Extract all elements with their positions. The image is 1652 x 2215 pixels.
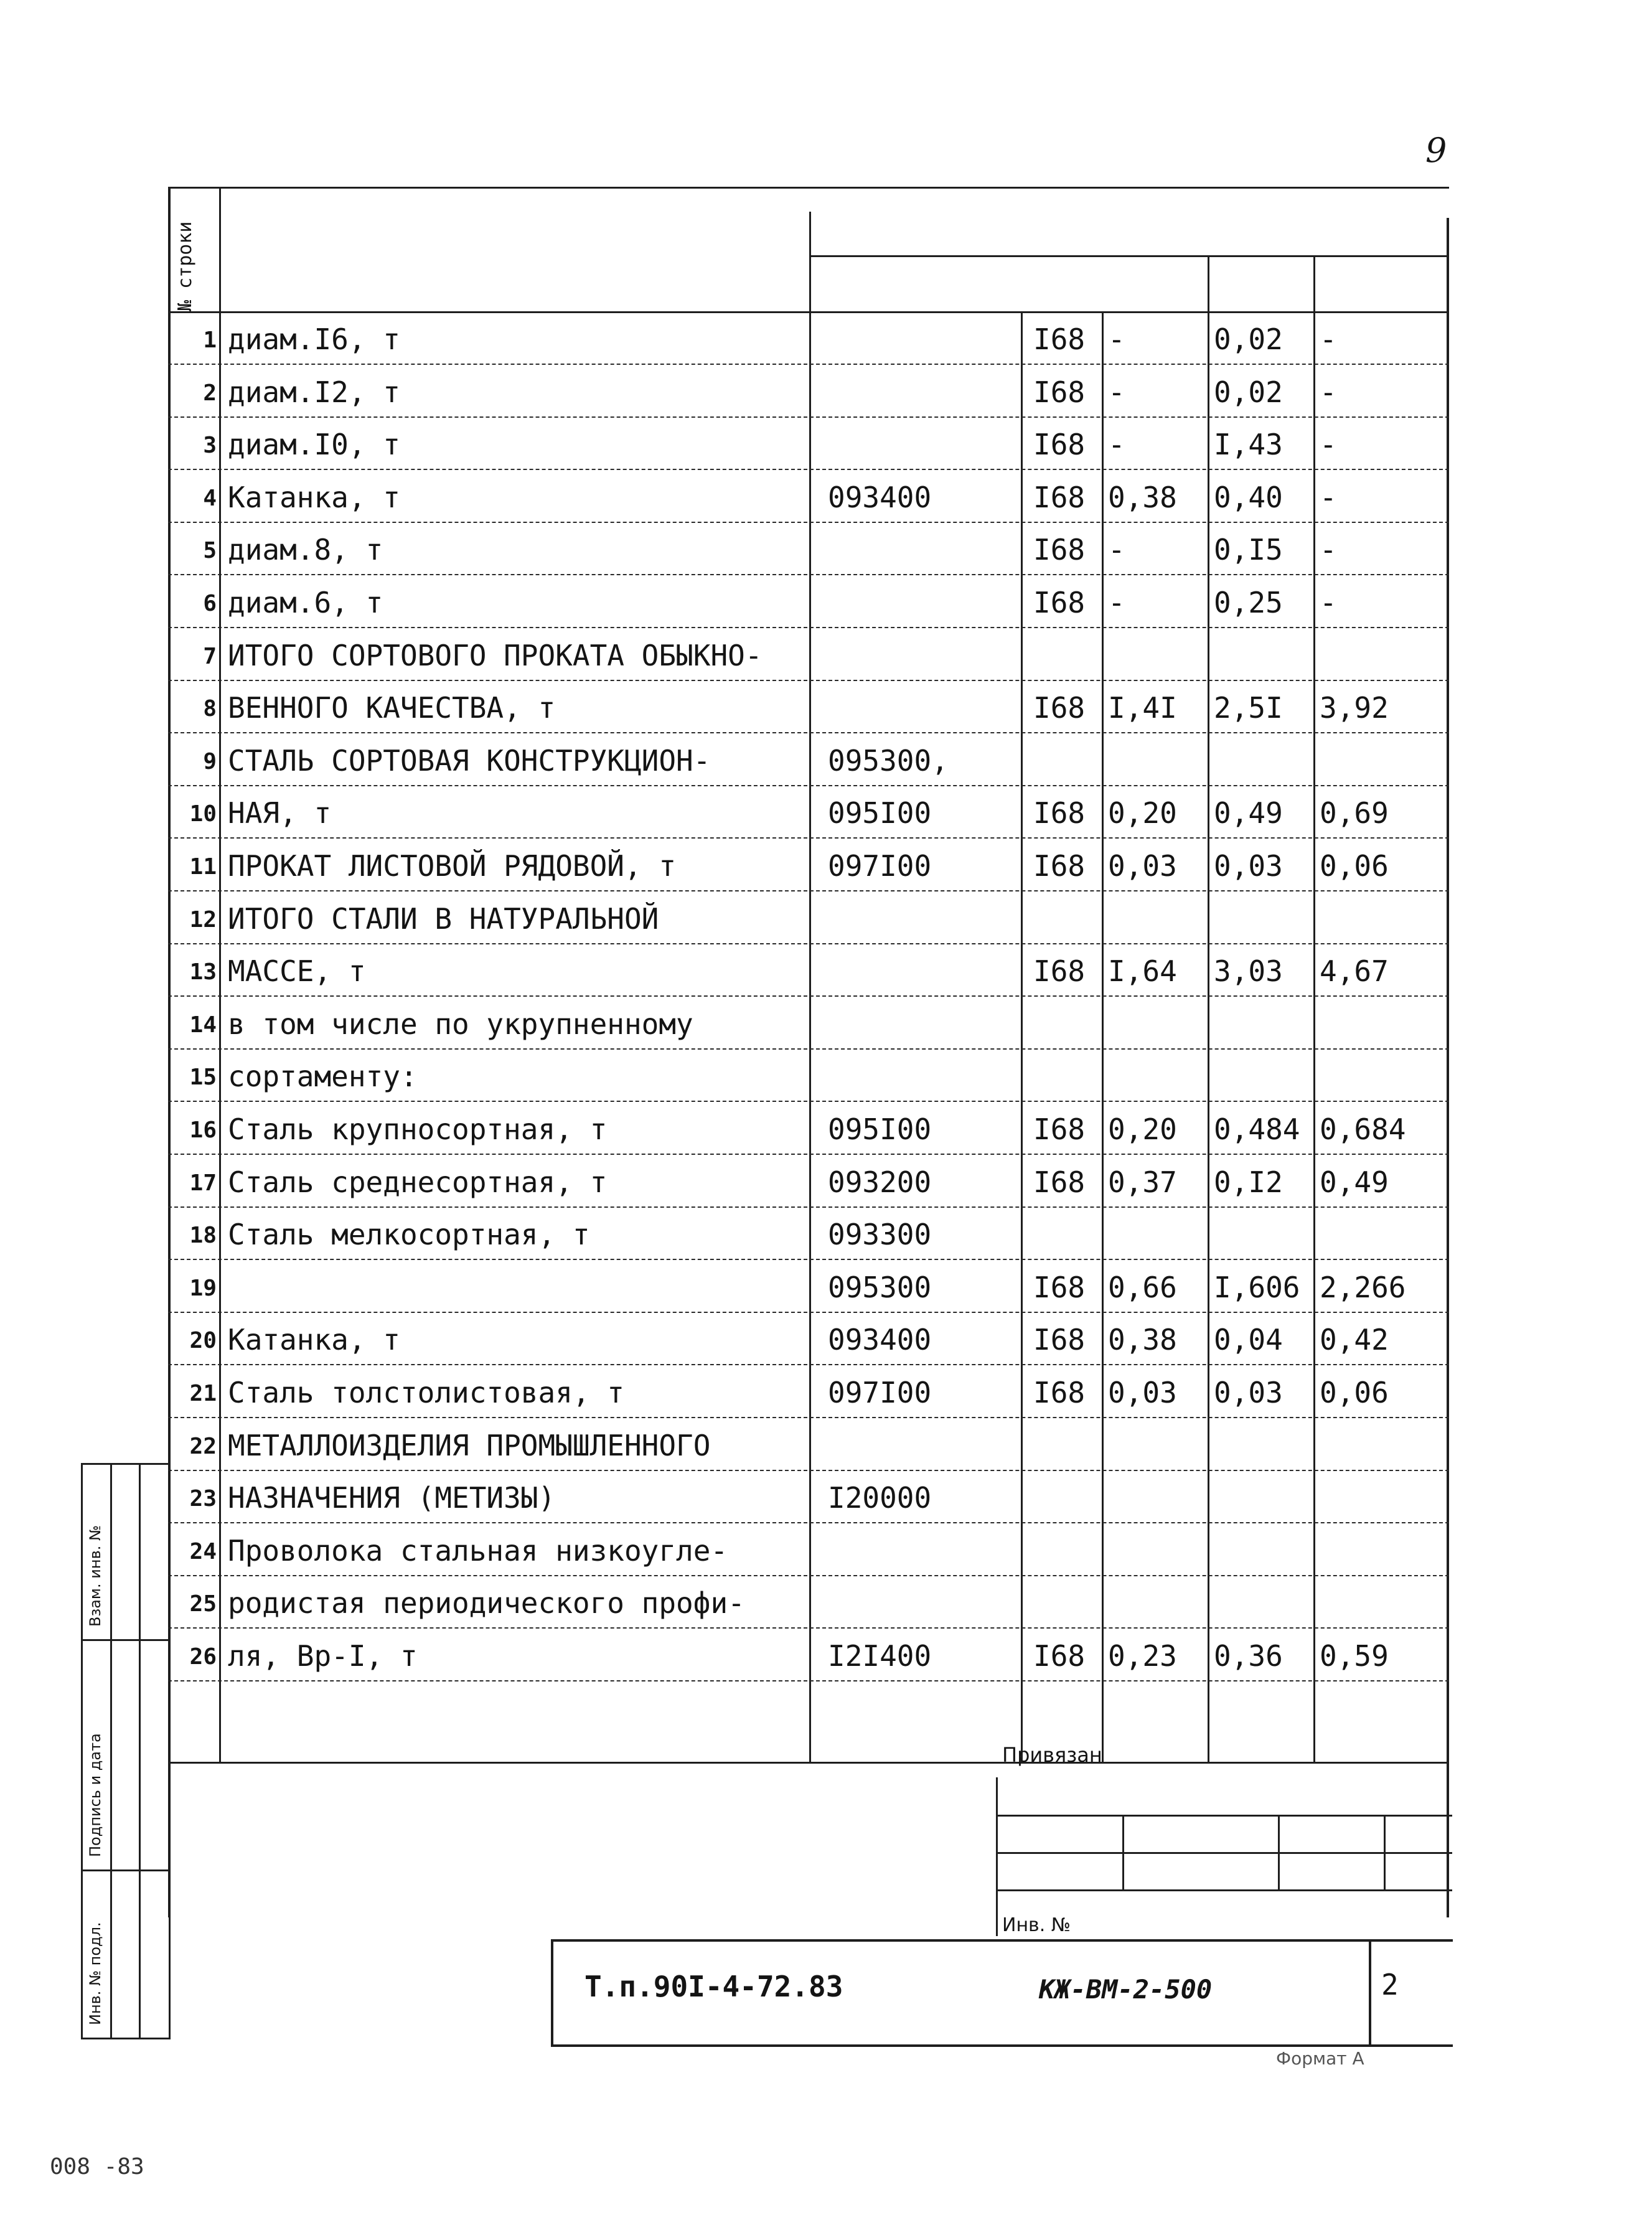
value-total: 4,67	[1320, 954, 1389, 989]
table-row	[168, 1048, 1449, 1102]
value-1: 0,66	[1108, 1270, 1177, 1304]
unit-code: I68	[1033, 1270, 1086, 1304]
row-number: 23	[189, 1486, 217, 1512]
value-2: 0,25	[1214, 586, 1283, 619]
material-code: 093200	[828, 1165, 932, 1199]
value-2: 2,5I	[1214, 691, 1283, 725]
row-number-header: № строки	[174, 221, 196, 311]
value-1: 0,38	[1108, 1323, 1177, 1357]
material-name: Проволока стальная низкоугле-	[228, 1533, 728, 1568]
table-row	[168, 1628, 1449, 1681]
value-total: 0,59	[1320, 1639, 1389, 1673]
row-number: 20	[189, 1328, 217, 1354]
value-2: 0,484	[1214, 1112, 1300, 1146]
table-row	[168, 575, 1449, 628]
material-code: 093300	[828, 1218, 932, 1252]
row-number: 5	[203, 538, 217, 564]
unit-code: I68	[1033, 1323, 1086, 1357]
value-2: 3,03	[1214, 954, 1283, 989]
material-name: диам.6, т	[228, 586, 383, 619]
value-1: 0,23	[1108, 1639, 1177, 1673]
material-name: ВЕННОГО КАЧЕСТВА, т	[228, 691, 556, 725]
material-name: Сталь толстолистовая, т	[228, 1376, 624, 1409]
table-row	[168, 1470, 1449, 1523]
material-code: 095300,	[828, 743, 949, 778]
value-total: -	[1320, 375, 1337, 409]
value-2: 0,49	[1214, 796, 1283, 830]
row-number: 4	[203, 485, 217, 511]
unit-code: I68	[1033, 1376, 1086, 1409]
row-number: 9	[203, 748, 217, 774]
table-row	[168, 311, 1449, 365]
row-number: 21	[189, 1381, 217, 1406]
unit-code: I68	[1033, 1165, 1086, 1199]
unit-code: I68	[1033, 375, 1086, 409]
inventory-number-label: Инв. №	[1002, 1914, 1071, 1936]
stamp-col-line	[110, 1465, 112, 2038]
material-name: Катанка, т	[228, 480, 400, 514]
material-name: ля, Вр-I, т	[228, 1639, 418, 1673]
table-row	[168, 996, 1449, 1050]
material-name: СТАЛЬ СОРТОВАЯ КОНСТРУКЦИОН-	[228, 743, 711, 778]
value-2: 0,03	[1214, 1376, 1283, 1409]
unit-code: I68	[1033, 322, 1086, 356]
header-sub-line	[809, 255, 1449, 257]
unit-code: I68	[1033, 691, 1086, 725]
table-row	[168, 785, 1449, 839]
stamp-divider	[83, 1869, 169, 1871]
table-row	[168, 522, 1449, 575]
row-number: 17	[189, 1170, 217, 1196]
binding-grid	[996, 1777, 1452, 1936]
material-name: МЕТАЛЛОИЗДЕЛИЯ ПРОМЫШЛЕННОГО	[228, 1428, 711, 1462]
value-2: 0,36	[1214, 1639, 1283, 1673]
unit-code: I68	[1033, 954, 1086, 989]
binding-grid-line	[1384, 1815, 1386, 1889]
row-number: 7	[203, 643, 217, 669]
value-total: -	[1320, 322, 1337, 356]
material-name: ПРОКАТ ЛИСТОВОЙ РЯДОВОЙ, т	[228, 849, 677, 883]
material-name: МАССЕ, т	[228, 954, 366, 989]
row-number: 10	[189, 801, 217, 827]
value-total: -	[1320, 586, 1337, 619]
header-top-line	[168, 187, 1449, 189]
unit-code: I68	[1033, 480, 1086, 514]
value-2: 0,02	[1214, 375, 1283, 409]
material-code: 093400	[828, 1323, 932, 1357]
value-1: I,4I	[1108, 691, 1177, 725]
binding-grid-line	[998, 1889, 1452, 1891]
page-number: 9	[1425, 131, 1447, 170]
sheet-number: 2	[1381, 1968, 1399, 2001]
stamp-replace-inv: Взам. инв. №	[87, 1525, 104, 1627]
value-total: -	[1320, 428, 1337, 462]
table-row	[168, 628, 1449, 681]
value-1: -	[1108, 428, 1125, 462]
value-total: 0,69	[1320, 796, 1389, 830]
table-row	[168, 1575, 1449, 1629]
value-1: -	[1108, 586, 1125, 619]
value-2: 0,I2	[1214, 1165, 1283, 1199]
table-row	[168, 680, 1449, 733]
value-1: 0,20	[1108, 1112, 1177, 1146]
material-name: Сталь мелкосортная, т	[228, 1218, 590, 1252]
row-number: 6	[203, 591, 217, 616]
value-total: -	[1320, 533, 1337, 567]
table-row	[168, 416, 1449, 470]
row-number: 12	[189, 906, 217, 933]
row-number: 1	[203, 327, 217, 353]
drawing-code: КЖ-ВМ-2-500	[1039, 1974, 1213, 2005]
table-body-bottom-line	[168, 1762, 1449, 1764]
material-name: Катанка, т	[228, 1323, 400, 1357]
value-2: 0,04	[1214, 1323, 1283, 1357]
material-name: диам.I2, т	[228, 375, 400, 409]
value-total: 0,06	[1320, 1376, 1389, 1409]
material-code: 097I00	[828, 849, 932, 883]
material-table	[168, 187, 1450, 1917]
value-1: I,64	[1108, 954, 1177, 989]
material-code: I20000	[828, 1481, 932, 1515]
table-row	[168, 1312, 1449, 1365]
unit-code: I68	[1033, 849, 1086, 883]
value-1: 0,20	[1108, 796, 1177, 830]
table-row	[168, 1101, 1449, 1155]
unit-code: I68	[1033, 533, 1086, 567]
value-total: 2,266	[1320, 1270, 1406, 1304]
row-number: 25	[189, 1591, 217, 1617]
value-1: 0,03	[1108, 1376, 1177, 1409]
value-2: 0,40	[1214, 480, 1283, 514]
material-code: I2I400	[828, 1639, 932, 1673]
material-name: ИТОГО СТАЛИ В НАТУРАЛЬНОЙ	[228, 901, 659, 936]
value-2: I,606	[1214, 1270, 1300, 1304]
row-number: 15	[189, 1065, 217, 1091]
material-code: 093400	[828, 480, 932, 514]
row-number: 16	[189, 1117, 217, 1143]
stamp-col-line	[139, 1465, 141, 2038]
material-code: 095I00	[828, 1112, 932, 1146]
binding-grid-line	[1278, 1815, 1280, 1889]
value-2: 0,03	[1214, 849, 1283, 883]
value-1: 0,38	[1108, 480, 1177, 514]
title-block	[551, 1939, 1453, 2047]
value-1: -	[1108, 533, 1125, 567]
row-number: 3	[203, 433, 217, 459]
table-row	[168, 469, 1449, 523]
row-number: 22	[189, 1433, 217, 1459]
unit-code: I68	[1033, 1639, 1086, 1673]
binding-stamp	[81, 1463, 171, 2039]
value-total: 0,42	[1320, 1323, 1389, 1357]
material-name: диам.8, т	[228, 533, 383, 567]
table-row	[168, 943, 1449, 997]
value-1: -	[1108, 375, 1125, 409]
table-row	[168, 733, 1449, 786]
value-total: 0,49	[1320, 1165, 1389, 1199]
unit-code: I68	[1033, 586, 1086, 619]
value-1: 0,03	[1108, 849, 1177, 883]
table-row	[168, 1365, 1449, 1418]
material-code: 097I00	[828, 1376, 932, 1409]
row-number: 19	[189, 1275, 217, 1301]
material-name: диам.I6, т	[228, 322, 400, 356]
row-number: 14	[189, 1012, 217, 1038]
value-total: 3,92	[1320, 691, 1389, 725]
row-number: 26	[189, 1644, 217, 1670]
format-label: Формат А	[1276, 2048, 1364, 2069]
table-row	[168, 1259, 1449, 1313]
value-total: 0,06	[1320, 849, 1389, 883]
stamp-original-inv: Инв. № подл.	[87, 1922, 104, 2025]
table-row	[168, 364, 1449, 418]
material-name: Сталь крупносортная, т	[228, 1112, 608, 1146]
table-row	[168, 1206, 1449, 1260]
value-1: -	[1108, 322, 1125, 356]
material-name: сортаменту:	[228, 1060, 418, 1094]
title-block-divider	[1369, 1942, 1371, 2044]
value-1: 0,37	[1108, 1165, 1177, 1199]
table-row	[168, 1418, 1449, 1471]
table-row	[168, 1154, 1449, 1208]
value-2: 0,I5	[1214, 533, 1283, 567]
unit-code: I68	[1033, 1112, 1086, 1146]
table-row	[168, 1523, 1449, 1576]
unit-code: I68	[1033, 428, 1086, 462]
material-name: НАЯ, т	[228, 796, 332, 830]
row-number: 24	[189, 1538, 217, 1564]
material-name: ИТОГО СОРТОВОГО ПРОКАТА ОБЫКНО-	[228, 638, 763, 672]
material-name: Сталь среднесортная, т	[228, 1165, 608, 1199]
value-total: 0,684	[1320, 1112, 1406, 1146]
material-name: диам.I0, т	[228, 428, 400, 462]
unit-code: I68	[1033, 796, 1086, 830]
row-number: 8	[203, 696, 217, 722]
material-name: НАЗНАЧЕНИЯ (МЕТИЗЫ)	[228, 1481, 556, 1515]
table-row	[168, 838, 1449, 891]
row-number: 11	[189, 854, 217, 880]
value-2: 0,02	[1214, 322, 1283, 356]
value-2: I,43	[1214, 428, 1283, 462]
row-number: 13	[189, 959, 217, 985]
footer-code: 008 -83	[50, 2154, 144, 2180]
document-number: Т.п.90I-4-72.83	[584, 1970, 843, 2003]
binding-label: Привязан	[1002, 1743, 1102, 1767]
value-total: -	[1320, 480, 1337, 514]
material-code: 095300	[828, 1270, 932, 1304]
stamp-divider	[83, 1639, 169, 1641]
table-row	[168, 891, 1449, 944]
row-number: 18	[189, 1223, 217, 1249]
stamp-signature-date: Подпись и дата	[87, 1733, 104, 1857]
material-name: родистая периодического профи-	[228, 1586, 745, 1620]
material-name: в том числе по укрупненному	[228, 1007, 693, 1041]
material-code: 095I00	[828, 796, 932, 830]
row-number: 2	[203, 380, 217, 406]
binding-grid-line	[1122, 1815, 1124, 1889]
